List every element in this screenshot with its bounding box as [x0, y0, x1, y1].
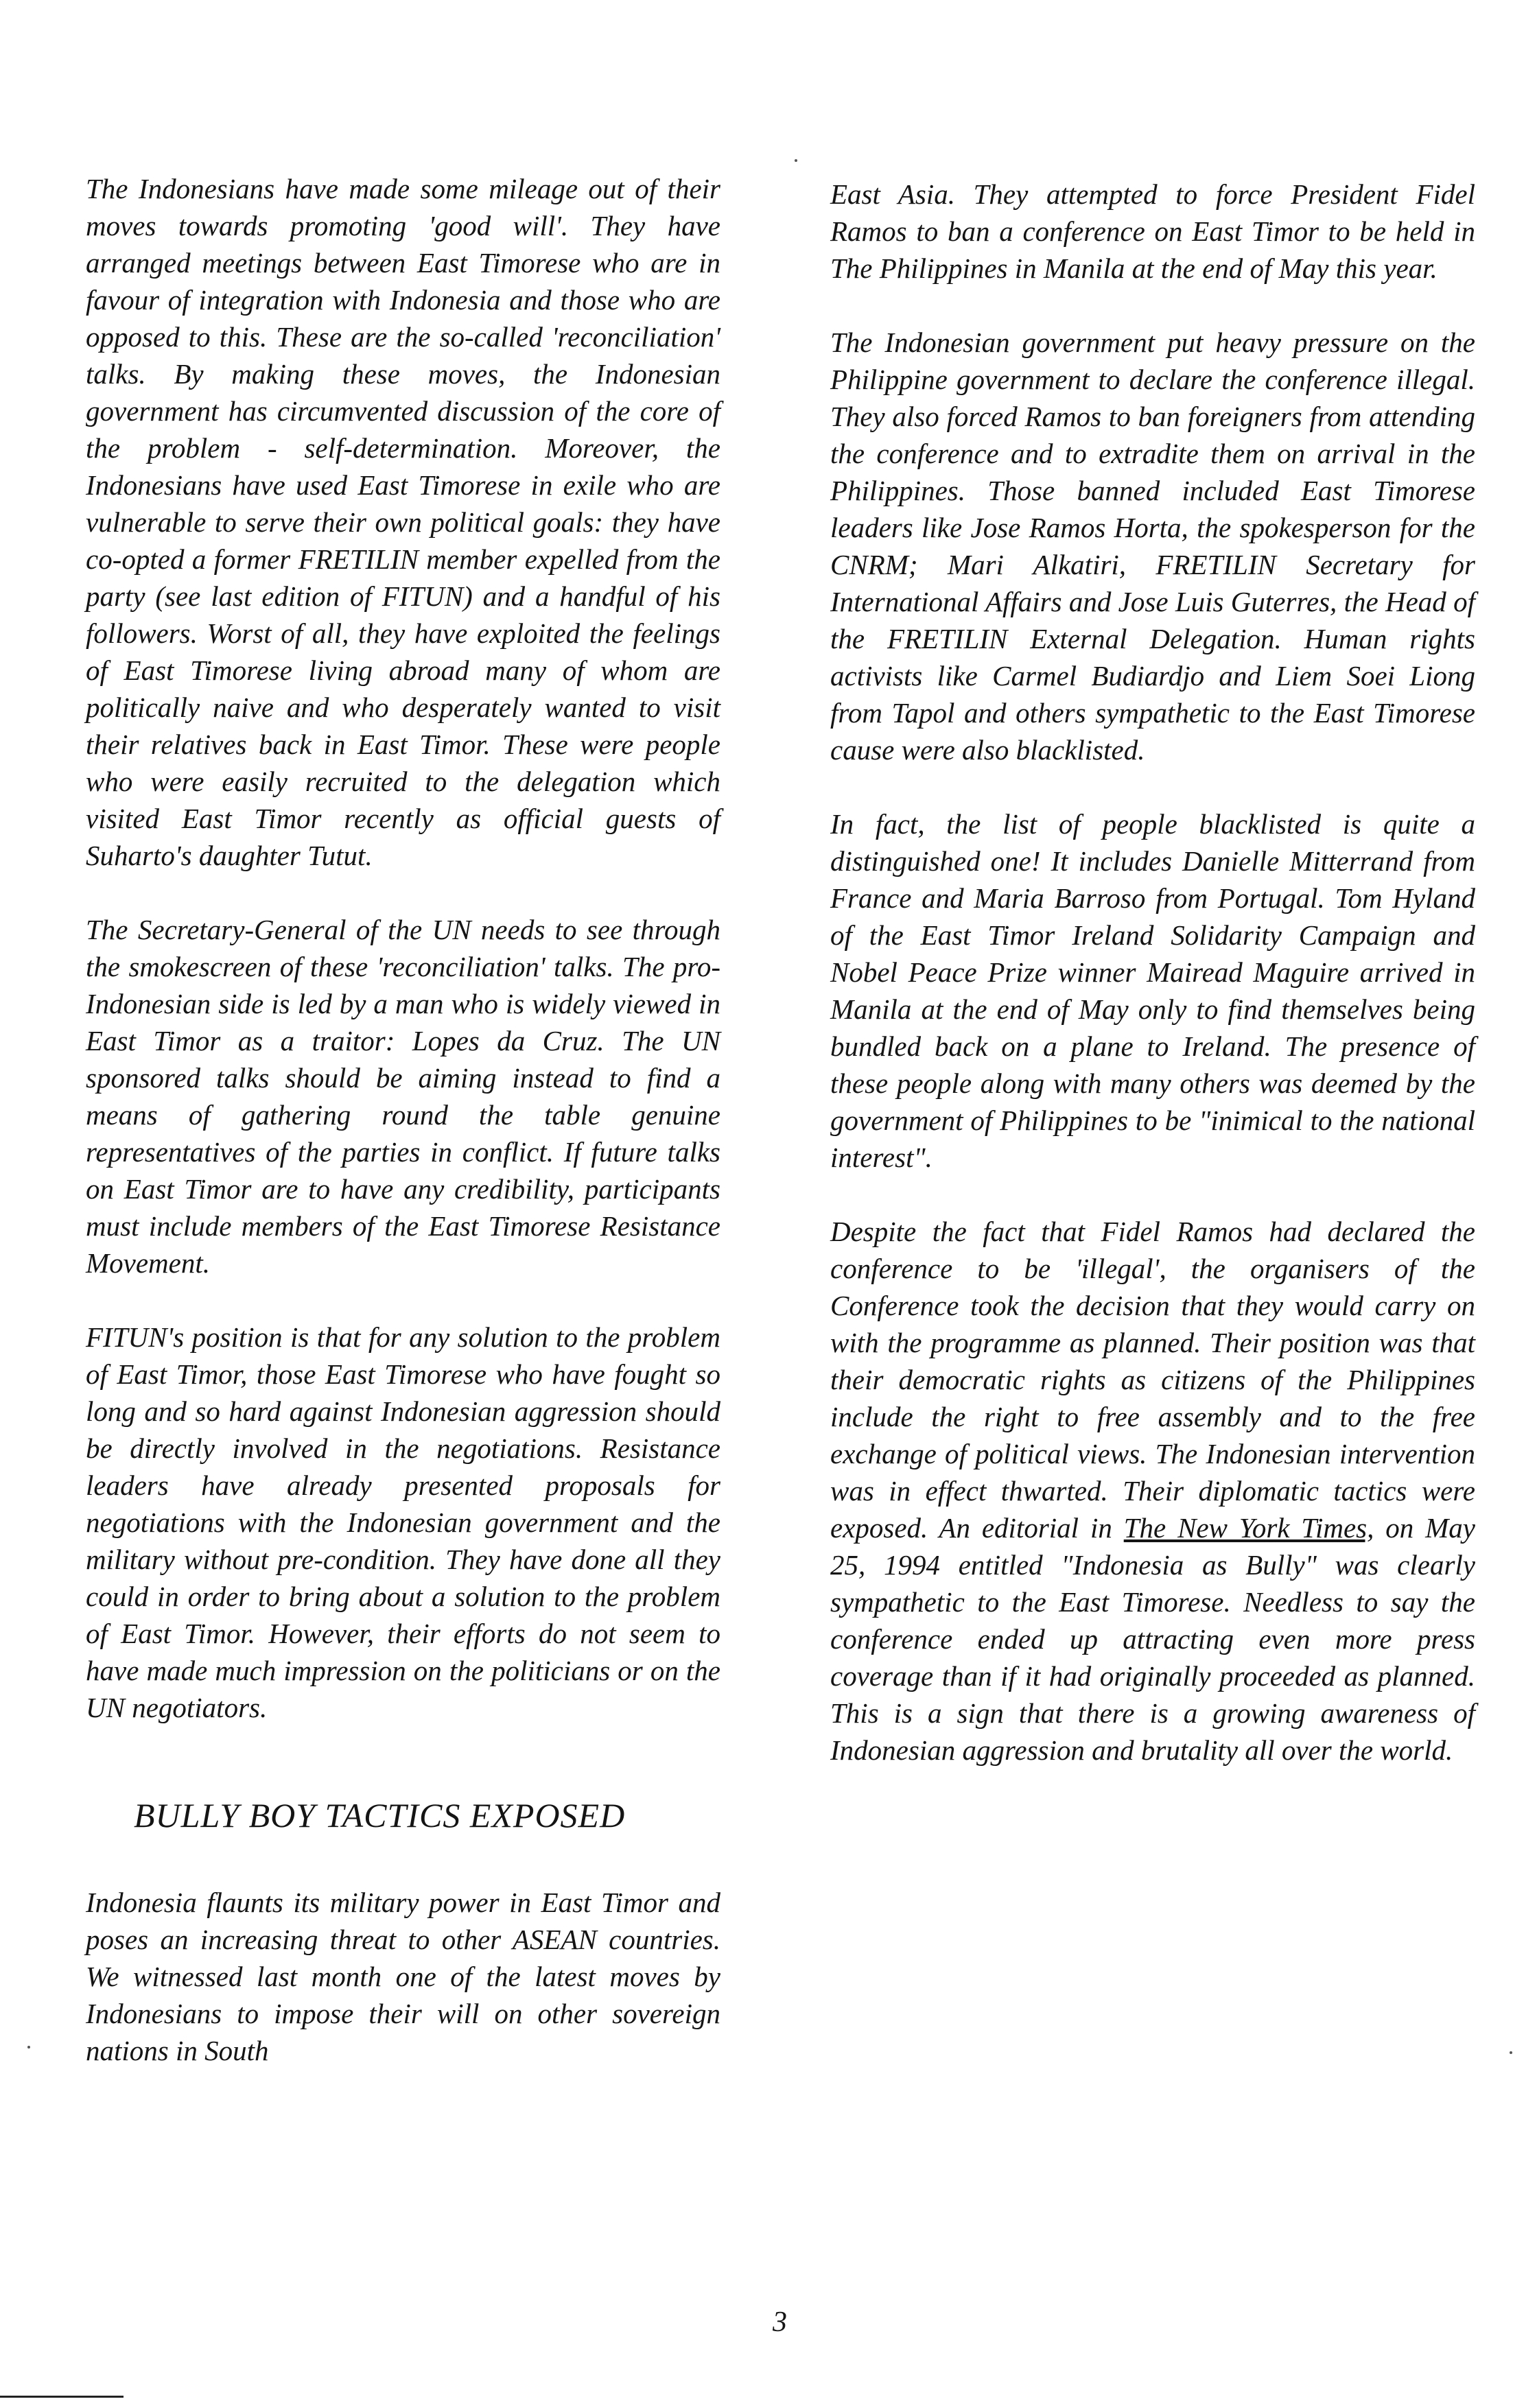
scan-speck: [27, 2046, 30, 2049]
paragraph-conference-outcome: [830, 1213, 1475, 1769]
paragraph-text-start: Despite the fact that Fidel Ramos had declared the conference to be 'illegal', the organisers of the Conference took the decision that they would carry on with the programme as planned. Their position was that their democratic rights as citizens of the Philippines include the right to free assembly and to the free exchange of political views. The Indonesian intervention was in effect thwarted. Their diplomatic tactics were exposed. An editorial in: [830, 1216, 1475, 1544]
page-number: 3: [773, 2306, 787, 2338]
paragraph-text-end: on May 25, 1994 entitled "Indonesia as Bully" was clearly sympathetic to the East Timorese. Needless to say the conference ended up attracting even more press coverage than if it had originally proceeded as planned. This is a sign that there is a growing awareness of Indonesian aggression and brutality all over the world.: [830, 1512, 1475, 1766]
right-column: [830, 176, 1475, 1806]
left-column: [86, 170, 720, 2106]
section-heading: BULLY BOY TACTICS EXPOSED: [134, 1796, 626, 1834]
newspaper-title: The New York Times,: [1123, 1512, 1374, 1544]
paragraph-blacklist: In fact, the list of people blacklisted is quite a distinguished one! It includes Danielle Mitterrand from France and Maria Barroso from Portugal. Tom Hyland of the East Timor Ireland Solidarity Campaign and Nobel Peace Prize winner Mairead Maguire arrived in Manila at the end of May only to find themselves being bundled back on a plane to Ireland. The presence of these people along with many others was deemed by the government of Philippines to be "inimical to the national interest".: [830, 808, 1475, 1173]
paragraph-reconciliation-talks: The Indonesians have made some mileage out of their moves towards promoting 'good will'. They have arranged meetings between East Timorese who are in favour of integration with Indonesia and those who are opposed to this. These are the so-called 'reconciliation' talks. By making these moves, the Indonesian government has circumvented discussion of the core of the problem - self-determination. Moreover, the Indonesians have used East Timorese in exile who are vulnerable to serve their own political goals: they have co-opted a former FRETILIN member expelled from the party (see last edition of FITUN) and a handful of his followers. Worst of all, they have exploited the feelings of East Timorese living abroad many of whom are politically naive and who desperately wanted to visit their relatives back in East Timor. These were people who were easily recruited to the delegation which visited East Timor recently as official guests of Suharto's daughter Tutut.: [86, 173, 720, 871]
paragraph-un-secretary-general: The Secretary-General of the UN needs to see through the smokescreen of these 'reconciliation' talks. The pro-Indonesian side is led by a man who is widely viewed in East Timor as a traitor: Lopes da Cruz. The UN sponsored talks should be aiming instead to find a means of gathering round the table genuine representatives of the parties in conflict. If future talks on East Timor are to have any credibility, participants must include members of the East Timorese Resistance Movement.: [86, 914, 720, 1279]
scan-speck: [1510, 2051, 1512, 2054]
paragraph-east-asia-conference: East Asia. They attempted to force President Fidel Ramos to ban a conference on East Timor to be held in The Philippines in Manila at the end of May this year.: [830, 178, 1475, 284]
paragraph-fitun-position: FITUN's position is that for any solution to the problem of East Timor, those East Timorese who have fought so long and so hard against Indonesian aggression should be directly involved in the negotiations. Resistance leaders have already presented proposals for negotiations with the Indonesian government and the military without pre-condition. They have done all they could in order to bring about a solution to the problem of East Timor. However, their efforts do not seem to have made much impression on the politicians or on the UN negotiators.: [86, 1321, 720, 1723]
paragraph-philippine-pressure: The Indonesian government put heavy pressure on the Philippine government to declare the conference illegal. They also forced Ramos to ban foreigners from attending the conference and to extradite them on arrival in the Philippines. Those banned included East Timorese leaders like Jose Ramos Horta, the spokesperson for the CNRM; Mari Alkatiri, FRETILIN Secretary for International Affairs and Jose Luis Guterres, the Head of the FRETILIN External Delegation. Human rights activists like Carmel Budiardjo and Liem Soei Liong from Tapol and others sympathetic to the East Timorese cause were also blacklisted.: [830, 327, 1475, 766]
scan-speck: [795, 159, 797, 162]
paragraph-indonesia-military-power: Indonesia flaunts its military power in East Timor and poses an increasing threat to other ASEAN countries. We witnessed last month one of the latest moves by Indonesians to impose their will on other sovereign nations in South: [86, 1887, 720, 2066]
bottom-edge-rule: [0, 2396, 124, 2398]
